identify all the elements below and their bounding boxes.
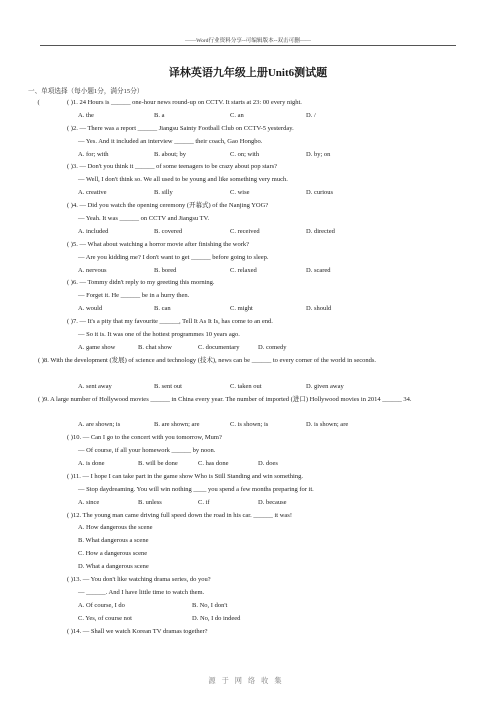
option-d: D. does — [258, 459, 278, 467]
option-c: C. relaxed — [230, 266, 257, 274]
option-a: A. included — [78, 227, 109, 235]
option-b: B. are shown; are — [154, 421, 200, 429]
question-text: ( )4. — Did you watch the opening ceremony (开幕式) of the Nanjing YOG? — [67, 202, 269, 210]
option-a: A. is done — [78, 459, 105, 467]
options-1 — [38, 110, 458, 123]
option-c: C. if — [198, 498, 210, 506]
options-8 — [38, 381, 458, 394]
option-b: B. silly — [154, 189, 173, 197]
option-c: C. taken out — [230, 382, 262, 390]
option-a: A. would — [78, 305, 103, 313]
options-7 — [38, 342, 458, 355]
option-c: C. an — [230, 111, 244, 119]
question-4 — [38, 200, 458, 213]
question-13-reply: — ______. And I have little time to watch them. — [78, 588, 205, 596]
question-text: ( )7. — It's a pity that my favourite ______, Tell It As It Is, has come to an end. — [67, 318, 273, 326]
option-d: D. scared — [306, 266, 331, 274]
option-c: C. is shown; is — [230, 421, 269, 429]
option-c: C. on; with — [230, 150, 260, 158]
option-d: D. is shown; are — [306, 421, 349, 429]
question-text: ( )2. — There was a report ______ Jiangsu Sainty Football Club on CCTV-5 yesterday. — [67, 124, 294, 132]
question-text: ( )14. — Shall we watch Korean TV dramas together? — [67, 627, 208, 635]
question-text: ( )5. — What about watching a horror movie after finishing the work? — [67, 240, 250, 248]
question-text: ( )10. — Can I go to the concert with you tomorrow, Mum? — [67, 434, 222, 442]
options-5 — [38, 265, 458, 278]
option-c: C. might — [230, 305, 253, 313]
option-a: A. nervous — [78, 266, 107, 274]
option-b: B. sent out — [154, 382, 182, 390]
options-6 — [38, 303, 458, 316]
options-9 — [38, 419, 458, 432]
option-a: A. game show — [78, 343, 116, 351]
option-d: D. What a dangerous scene — [78, 563, 149, 571]
question-text: ( )8. With the development (发展) of science and technology (技术), news can be ______ to every corner of the world in seconds. — [38, 356, 377, 364]
question-8 — [38, 355, 458, 381]
option-a: A. for; with — [78, 150, 109, 158]
option-d: D. comedy — [258, 343, 287, 351]
option-b: B. No, I don't — [192, 601, 228, 609]
option-b: B. bored — [154, 266, 177, 274]
option-c: C. How a dangerous scene — [78, 550, 148, 558]
option-c: C. has done — [198, 459, 229, 467]
question-7-reply: — So it is. It was one of the hottest programmes 10 years ago. — [78, 331, 240, 339]
question-3 — [38, 161, 458, 174]
question-13 — [38, 574, 458, 587]
question-9 — [38, 394, 458, 420]
question-5-reply: — Are you kidding me? I don't want to get ______ before going to sleep. — [78, 253, 269, 261]
question-1: ( ( )1. 24 Hours is ______ one-hour news round-up on CCTV. It starts at 23: 00 every night. — [37, 99, 302, 106]
options-13a — [38, 600, 458, 613]
option-c: C. wise — [230, 189, 250, 197]
question-text: ( )6. — Tommy didn't reply to my greeting this morning. — [67, 279, 215, 287]
option-a: A. Of course, I do — [78, 601, 125, 609]
question-text: ( )11. — I hope I can take part in the game show Who is Still Standing and win something. — [67, 472, 303, 480]
option-d: D. / — [306, 111, 316, 119]
question-10-reply: — Of course, if all your homework ______ by noon. — [78, 447, 216, 455]
question-5 — [38, 239, 458, 252]
option-b: B. covered — [154, 227, 183, 235]
option-b: B. chat show — [138, 343, 172, 351]
options-2 — [38, 149, 458, 162]
option-a: A. since — [78, 498, 100, 506]
option-d: D. No, I do indeed — [192, 614, 241, 622]
question-12 — [38, 510, 458, 523]
page-footer: 源于网络收集 — [208, 676, 288, 685]
option-b: B. What dangerous a scene — [78, 537, 149, 545]
option-c: C. received — [230, 227, 260, 235]
header-divider — [40, 45, 456, 46]
option-d: D. given away — [306, 382, 344, 390]
option-c: C. Yes, of course not — [78, 614, 132, 622]
question-text: ( )12. The young man came driving full speed down the road in his car. ______ it was! — [67, 511, 292, 519]
option-a: A. the — [78, 111, 94, 119]
option-a: A. are shown; is — [78, 421, 121, 429]
document-title: 译林英语九年级上册Unit6测试题 — [168, 67, 328, 79]
section-heading: 一、单项选择（每小题1分，满分15分） — [28, 88, 144, 95]
option-b: B. will be done — [138, 459, 178, 467]
page-header-banner: ——Word行业资料分享--可编辑版本--双击可删—— — [184, 38, 312, 44]
option-d: D. by; on — [306, 150, 331, 158]
option-d: D. because — [258, 498, 287, 506]
question-11 — [38, 471, 458, 484]
option-a: A. creative — [78, 189, 107, 197]
question-2 — [38, 123, 458, 136]
question-list — [38, 97, 458, 638]
options-4 — [38, 226, 458, 239]
option-a: A. How dangerous the scene — [78, 524, 153, 532]
option-b: B. can — [154, 305, 171, 313]
options-11 — [38, 497, 458, 510]
question-10 — [38, 432, 458, 445]
question-text: ( )13. — You don't like watching drama series, do you? — [67, 575, 211, 583]
options-3 — [38, 187, 458, 200]
option-a: A. sent away — [78, 382, 112, 390]
question-text: ( )3. — Don't you think it ______ of some teenagers to be crazy about pop stars? — [67, 163, 278, 171]
question-6 — [38, 277, 458, 290]
options-13b — [38, 613, 458, 626]
question-14 — [38, 626, 458, 639]
question-2-reply: — Yes. And it included an interview ______ their coach, Gao Hongbo. — [78, 137, 263, 145]
question-text: ( )9. A large number of Hollywood movies ______ in China every year. The number of imported (进口) Hollywood movies in 2014 ______ 34. — [38, 395, 412, 403]
option-d: D. directed — [306, 227, 335, 235]
option-d: D. curious — [306, 189, 334, 197]
question-text: ( )1. 24 Hours is ______ one-hour news round-up on CCTV. It starts at 23: 00 every night. — [67, 99, 302, 106]
question-3-reply: — Well, I don't think so. We all used to be young and like something very much. — [78, 176, 288, 184]
question-11-reply: — Stop daydreaming. You will win nothing ____ you spend a few months preparing for it. — [78, 485, 314, 493]
question-7 — [38, 316, 458, 329]
question-4-reply: — Yeah. It was ______ on CCTV and Jiangsu TV. — [78, 215, 210, 223]
option-b: B. a — [154, 111, 165, 119]
option-b: B. about; by — [154, 150, 186, 158]
option-c: C. documentary — [198, 343, 240, 351]
option-b: B. unless — [138, 498, 162, 506]
options-10 — [38, 458, 458, 471]
option-d: D. should — [306, 305, 332, 313]
question-6-reply: — Forget it. He ______ be in a hurry then. — [78, 292, 190, 300]
